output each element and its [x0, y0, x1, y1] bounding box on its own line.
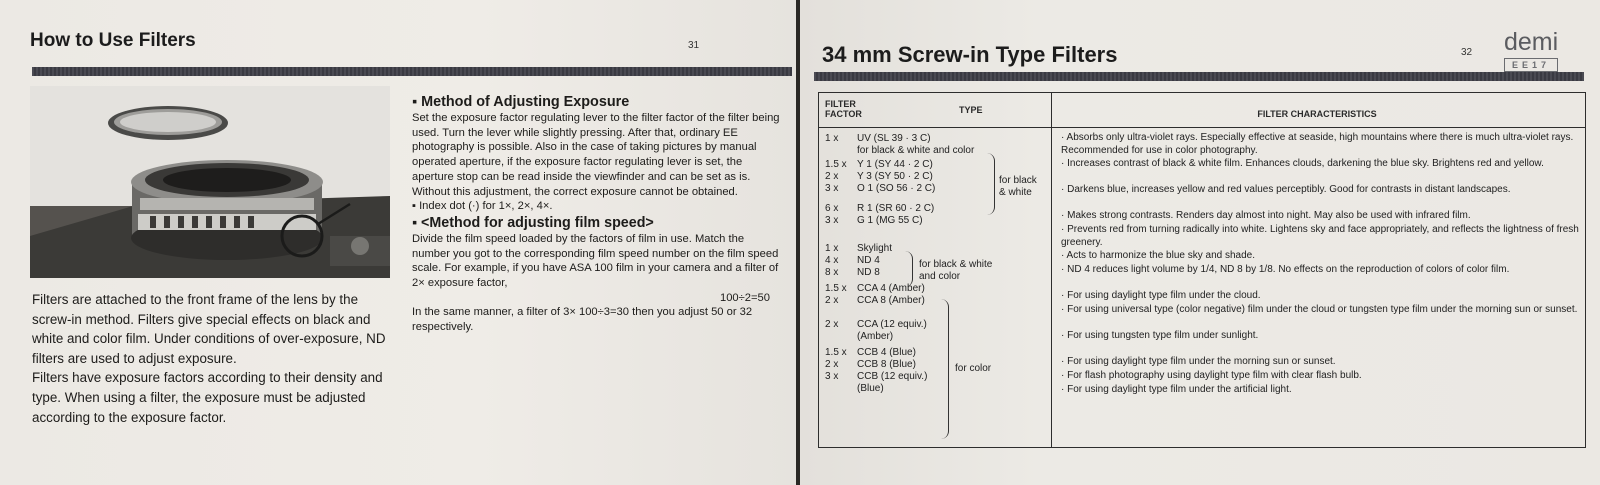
intro-text: [32, 290, 392, 427]
method-exposure-body2: Without this adjustment, the correct exposure cannot be obtained.: [412, 185, 738, 198]
heading-rule: [814, 72, 1584, 81]
filter-type: Y 1 (SY 44 · 2 C): [857, 159, 933, 170]
left-page: [0, 0, 796, 485]
characteristic-item: · For using daylight type film under the artificial light.: [1061, 384, 1292, 395]
header-filter-factor: FILTER FACTOR: [825, 99, 862, 119]
filter-factor: 2 x: [825, 319, 839, 330]
filter-factor: 4 x: [825, 255, 839, 266]
filter-factor: 1.5 x: [825, 159, 847, 170]
filter-type: CCA (12 equiv.): [857, 319, 927, 330]
filter-factor: 2 x: [825, 295, 839, 306]
filter-table: [818, 92, 1586, 448]
heading-rule: [32, 67, 792, 76]
filter-factor: 3 x: [825, 371, 839, 382]
method-exposure-title: ▪ Method of Adjusting Exposure: [412, 94, 630, 110]
page-number: 32: [1461, 47, 1473, 58]
example-calculation: 100÷2=50: [719, 291, 770, 304]
characteristic-item: · For using tungsten type film under sunlight.: [1061, 330, 1259, 341]
filter-type: G 1 (MG 55 C): [857, 215, 923, 226]
filter-type: O 1 (SO 56 · 2 C): [857, 183, 936, 194]
right-page: [800, 0, 1600, 485]
method-exposure-body: Set the exposure factor regulating lever to the filter factor of the filter being used. Turn the lever while slightly pressing. After that, ordinary EE photography is possible. Also in the case of taking pictures by manual operated aperture, if the exposure factor regulating lever is set, the aperture stop can be read inside the viewfinder and can be set as is.: [412, 112, 780, 183]
filter-type: Y 3 (SY 50 · 2 C): [857, 171, 933, 182]
filter-factor: 1.5 x: [825, 283, 847, 294]
characteristic-item: · Absorbs only ultra-violet rays. Especially effective at seaside, high mountains where there is much ultra-violet rays. Recommended for use in color photography.: [1061, 132, 1574, 157]
filter-factor: 6 x: [825, 203, 839, 214]
group-brace: [905, 251, 913, 287]
filter-type: CCB (12 equiv.): [857, 371, 928, 382]
page-number: 31: [688, 40, 700, 51]
group-label-bw-color: for black & white and color: [919, 259, 993, 282]
filter-type: UV (SL 39 · 3 C): [857, 133, 931, 144]
filter-type: CCA 4 (Amber): [857, 283, 925, 294]
filter-factor: 3 x: [825, 215, 839, 226]
filter-type: (Blue): [857, 383, 884, 394]
characteristic-item: · Increases contrast of black & white film. Enhances clouds, darkening the blue sky. Brightens red and yellow.: [1061, 158, 1544, 169]
demi-logo: [1480, 28, 1590, 72]
filter-type: CCA 8 (Amber): [857, 295, 925, 306]
characteristic-item: · Prevents red from turning radically into white. Lightens sky and face appropriately, and reflects the lightness of fresh greenery.: [1061, 224, 1579, 249]
filter-factor: 2 x: [825, 359, 839, 370]
logo-badge: EE17: [1504, 58, 1558, 72]
filter-type: ND 8: [857, 267, 880, 278]
page-title: 34 mm Screw-in Type Filters: [822, 42, 1118, 67]
method-section: [412, 93, 782, 335]
filter-type: for black & white and color: [857, 145, 975, 156]
intro-paragraph: Filters are attached to the front frame of the lens by the screw-in method. Filters give special effects on black and white and color film. Under conditions of over-exposure, ND filters are used to adjust exposure.: [32, 292, 386, 366]
characteristic-item: · Darkens blue, increases yellow and red values perceptibly. Good for contrasts in distant landscapes.: [1061, 184, 1511, 195]
header-characteristics: FILTER CHARACTERISTICS: [1257, 109, 1377, 119]
characteristic-item: · Makes strong contrasts. Renders day almost into night. May also be used with infrared film.: [1061, 210, 1471, 221]
group-brace: [941, 299, 949, 439]
header-type: TYPE: [959, 105, 983, 115]
method-speed-title: ▪ <Method for adjusting film speed>: [412, 214, 654, 231]
characteristic-item: · For using daylight type film under the cloud.: [1061, 290, 1261, 301]
filter-type: CCB 4 (Blue): [857, 347, 916, 358]
page-title: How to Use Filters: [30, 30, 196, 51]
filter-type: Skylight: [857, 243, 893, 254]
filter-factor: 1 x: [825, 133, 839, 144]
filter-factor: 3 x: [825, 183, 839, 194]
characteristic-item: · ND 4 reduces light volume by 1/4, ND 8 by 1/8. No effects on the reproduction of colors of color film.: [1061, 264, 1510, 275]
filter-factor: 1 x: [825, 243, 839, 254]
index-note: ▪ Index dot (·) for 1×, 2×, 4×.: [412, 200, 553, 213]
group-brace: [987, 153, 995, 215]
table-header-rule: [819, 127, 1585, 128]
filter-factor: 8 x: [825, 267, 839, 278]
filter-factor: 2 x: [825, 171, 839, 182]
table-divider: [1051, 93, 1052, 447]
camera-filter-photo: [30, 86, 390, 278]
characteristic-item: · For using daylight type film under the morning sun or sunset.: [1061, 356, 1336, 367]
characteristic-item: · Acts to harmonize the blue sky and shade.: [1061, 250, 1255, 261]
filter-factor: 1.5 x: [825, 347, 847, 358]
characteristic-item: · For flash photography using daylight type film with clear flash bulb.: [1061, 370, 1362, 381]
intro-paragraph: Filters have exposure factors according to their density and type. When using a filter, the exposure must be adjusted according to the exposure factor.: [32, 370, 383, 425]
logo-wordmark: demi: [1504, 28, 1559, 56]
method-speed-body: Divide the film speed loaded by the factors of film in use. Match the number you got to the corresponding film speed number on the film speed scale. For example, if you have ASA 100 film in your camera and a filter of 2× exposure factor,: [412, 232, 779, 290]
method-speed-body2: In the same manner, a filter of 3× 100÷3=30 then you adjust 50 or 32 respectively.: [412, 306, 753, 334]
filter-type: (Amber): [857, 331, 894, 342]
group-label-color: for color: [955, 363, 992, 374]
filter-type: ND 4: [857, 255, 880, 266]
filter-type: R 1 (SR 60 · 2 C): [857, 203, 935, 214]
characteristic-item: · For using universal type (color negative) film under the cloud or tungsten type film under the morning sun or sunset.: [1061, 304, 1578, 315]
filter-type: CCB 8 (Blue): [857, 359, 916, 370]
group-label-bw: for black & white: [999, 175, 1037, 198]
